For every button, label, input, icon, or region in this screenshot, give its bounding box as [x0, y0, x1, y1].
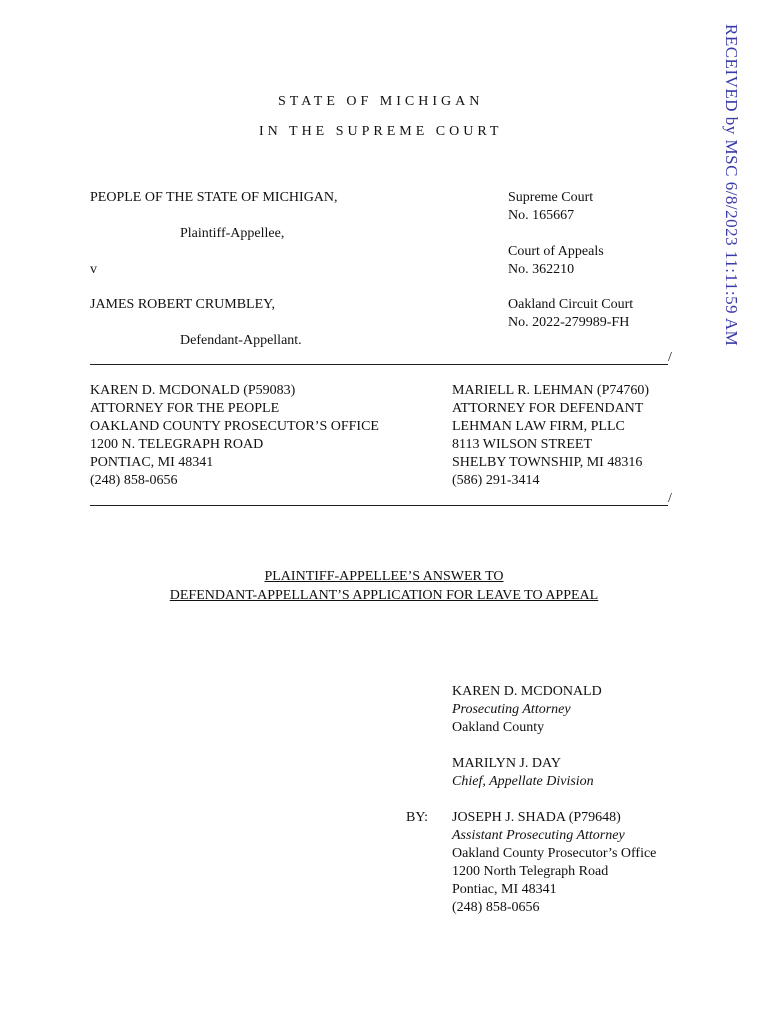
signature-assistant	[452, 809, 656, 917]
defendant-name: JAMES ROBERT CRUMBLEY,	[90, 297, 275, 312]
court-name-heading: IN THE SUPREME COURT	[259, 124, 503, 139]
signature-name: MARILYN J. DAY	[452, 756, 561, 771]
signature-title: Prosecuting Attorney	[452, 702, 571, 717]
signature-name: KAREN D. MCDONALD	[452, 684, 602, 699]
counsel-people-line: 1200 N. TELEGRAPH ROAD	[90, 437, 264, 452]
plaintiff-name: PEOPLE OF THE STATE OF MICHIGAN,	[90, 190, 338, 205]
counsel-defendant-line: ATTORNEY FOR DEFENDANT	[452, 401, 644, 416]
case-number-circuit: No. 2022-279989-FH	[508, 315, 630, 330]
defendant-role: Defendant-Appellant.	[180, 333, 302, 348]
counsel-divider-slash: /	[668, 491, 672, 506]
case-number-appeals: No. 362210	[508, 262, 575, 277]
counsel-divider	[90, 505, 668, 506]
counsel-people-line: KAREN D. MCDONALD (P59083)	[90, 383, 296, 398]
counsel-people-line: ATTORNEY FOR THE PEOPLE	[90, 401, 280, 416]
case-court-appeals: Court of Appeals	[508, 244, 604, 259]
counsel-people-line: PONTIAC, MI 48341	[90, 455, 214, 470]
counsel-defendant	[452, 382, 649, 490]
signature-phone: (248) 858-0656	[452, 900, 540, 915]
plaintiff-role: Plaintiff-Appellee,	[180, 226, 285, 241]
caption-divider	[90, 364, 668, 365]
counsel-people	[90, 382, 379, 490]
counsel-defendant-line: 8113 WILSON STREET	[452, 437, 592, 452]
signature-title: Assistant Prosecuting Attorney	[452, 828, 625, 843]
signature-address: 1200 North Telegraph Road	[452, 864, 609, 879]
counsel-defendant-line: LEHMAN LAW FIRM, PLLC	[452, 419, 625, 434]
court-state-heading: STATE OF MICHIGAN	[278, 94, 484, 109]
signature-title: Chief, Appellate Division	[452, 774, 594, 789]
case-court-circuit: Oakland Circuit Court	[508, 297, 634, 312]
received-stamp: RECEIVED by MSC 6/8/2023 11:11:59 AM	[722, 24, 741, 347]
signature-office: Oakland County Prosecutor’s Office	[452, 846, 657, 861]
signature-name: JOSEPH J. SHADA (P79648)	[452, 810, 621, 825]
counsel-people-line: (248) 858-0656	[90, 473, 178, 488]
caption-divider-slash: /	[668, 350, 672, 365]
counsel-defendant-line: MARIELL R. LEHMAN (P74760)	[452, 383, 650, 398]
case-number-supreme: No. 165667	[508, 208, 575, 223]
counsel-defendant-line: (586) 291-3414	[452, 473, 540, 488]
signature-org: Oakland County	[452, 720, 545, 735]
signature-prosecutor	[452, 683, 602, 737]
case-court-supreme: Supreme Court	[508, 190, 594, 205]
counsel-defendant-line: SHELBY TOWNSHIP, MI 48316	[452, 455, 643, 470]
by-label: BY:	[406, 810, 429, 825]
signature-city: Pontiac, MI 48341	[452, 882, 557, 897]
signature-appellate-chief	[452, 755, 594, 791]
versus: v	[90, 262, 97, 277]
counsel-people-line: OAKLAND COUNTY PROSECUTOR’S OFFICE	[90, 419, 379, 434]
document-title-line2: DEFENDANT-APPELLANT’S APPLICATION FOR LEAVE TO APPEAL	[169, 588, 599, 603]
document-title-line1: PLAINTIFF-APPELLEE’S ANSWER TO	[264, 569, 504, 584]
